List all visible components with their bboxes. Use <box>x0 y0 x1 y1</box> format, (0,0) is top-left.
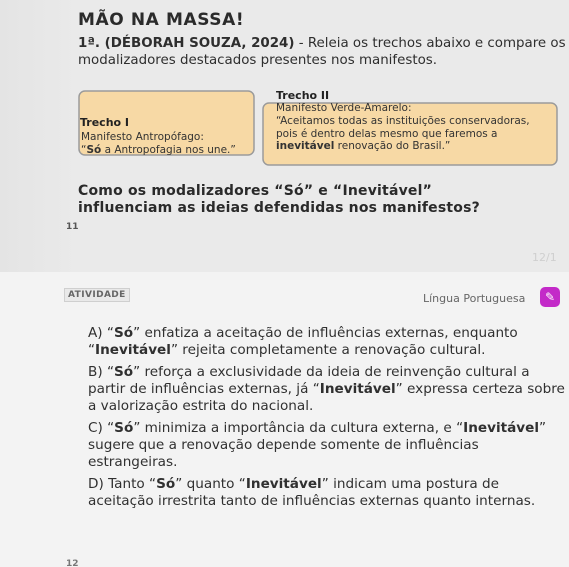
option-d-bold1: Só <box>156 476 176 492</box>
option-a-mid: ” enfatiza a aceitação de influências externas, enquanto “ <box>88 325 518 358</box>
option-b[interactable] <box>88 364 566 415</box>
trecho2-modalizer: inevitável <box>276 140 335 153</box>
trecho1-quote-rest: a Antropofagia nos une.” <box>101 144 236 156</box>
answer-options <box>88 325 566 515</box>
option-a-post: ” rejeita completamente a renovação cultural. <box>170 342 486 358</box>
trecho2-line1: Manifesto Verde-Amarelo: <box>276 102 412 114</box>
trecho2-line4 <box>276 140 561 153</box>
trecho1-text <box>81 131 236 157</box>
trecho1-quote-open: “ <box>81 144 87 156</box>
option-b-post: ” expressa certeza sobre a valorização estrita do nacional. <box>88 381 565 414</box>
subject-label: Língua Portuguesa <box>423 292 526 305</box>
activity-badge: ATIVIDADE <box>64 288 130 302</box>
option-b-mid: ” reforça a exclusividade da ideia de reinvenção cultural a partir de influências externas, já “ <box>88 364 530 397</box>
trecho2-line3: pois é dentro delas mesmo que faremos a <box>276 127 498 140</box>
trecho1-modalizer: Só <box>86 144 102 156</box>
option-d[interactable] <box>88 476 566 510</box>
option-c-pre: C) “ <box>88 420 115 436</box>
option-a-bold1: Só <box>113 325 134 341</box>
option-a-bold2: Inevitável <box>95 342 171 358</box>
slide-top <box>0 0 569 272</box>
slide-bottom <box>0 272 569 567</box>
option-a-pre: A) “ <box>88 325 114 341</box>
option-c[interactable] <box>88 420 566 471</box>
trecho2-text <box>276 102 561 153</box>
page-title: MÃO NA MASSA! <box>78 10 245 30</box>
intro-text: - Releia os trechos abaixo e compare os modalizadores destacados presentes nos manifestos. <box>78 36 566 68</box>
page-number-right: 12/1 <box>532 251 557 264</box>
option-d-mid: ” quanto “ <box>175 476 246 492</box>
option-a[interactable] <box>88 325 566 359</box>
trecho2-line2: “Aceitamos todas as instituições conservadoras, <box>276 114 530 127</box>
option-b-pre: B) “ <box>88 364 114 380</box>
option-d-post: ” indicam uma postura de aceitação irrestrita tanto de influências externas quanto internas. <box>88 476 536 509</box>
option-c-mid: ” minimiza a importância da cultura externa, e “ <box>133 420 464 436</box>
option-b-bold1: Só <box>114 364 134 380</box>
trecho2-heading: Trecho II <box>276 89 330 102</box>
page-number-left: 11 <box>66 222 79 232</box>
trecho1-heading: Trecho I <box>80 116 130 129</box>
option-d-pre: D) Tanto “ <box>88 476 157 492</box>
question-text: Como os modalizadores “Só” e “Inevitável” influenciam as ideias defendidas nos manifestos? <box>78 183 480 216</box>
trecho1-line1: Manifesto Antropófago: <box>81 131 204 143</box>
option-c-bold1: Só <box>114 420 134 436</box>
trecho2-line4-rest: renovação do Brasil.” <box>334 140 451 153</box>
intro-paragraph <box>78 35 568 69</box>
option-b-bold2: Inevitável <box>319 381 396 397</box>
pencil-icon[interactable]: ✎ <box>540 287 560 307</box>
option-d-bold2: Inevitável <box>245 476 322 492</box>
trecho1-line2 <box>81 144 236 157</box>
option-c-post: ” sugere que a renovação depende somente de influências estrangeiras. <box>88 420 547 470</box>
page-number-bottom: 12 <box>66 559 79 567</box>
intro-number: 1ª. (DÉBORAH SOUZA, 2024) <box>78 36 295 51</box>
option-c-bold2: Inevitável <box>463 420 540 436</box>
